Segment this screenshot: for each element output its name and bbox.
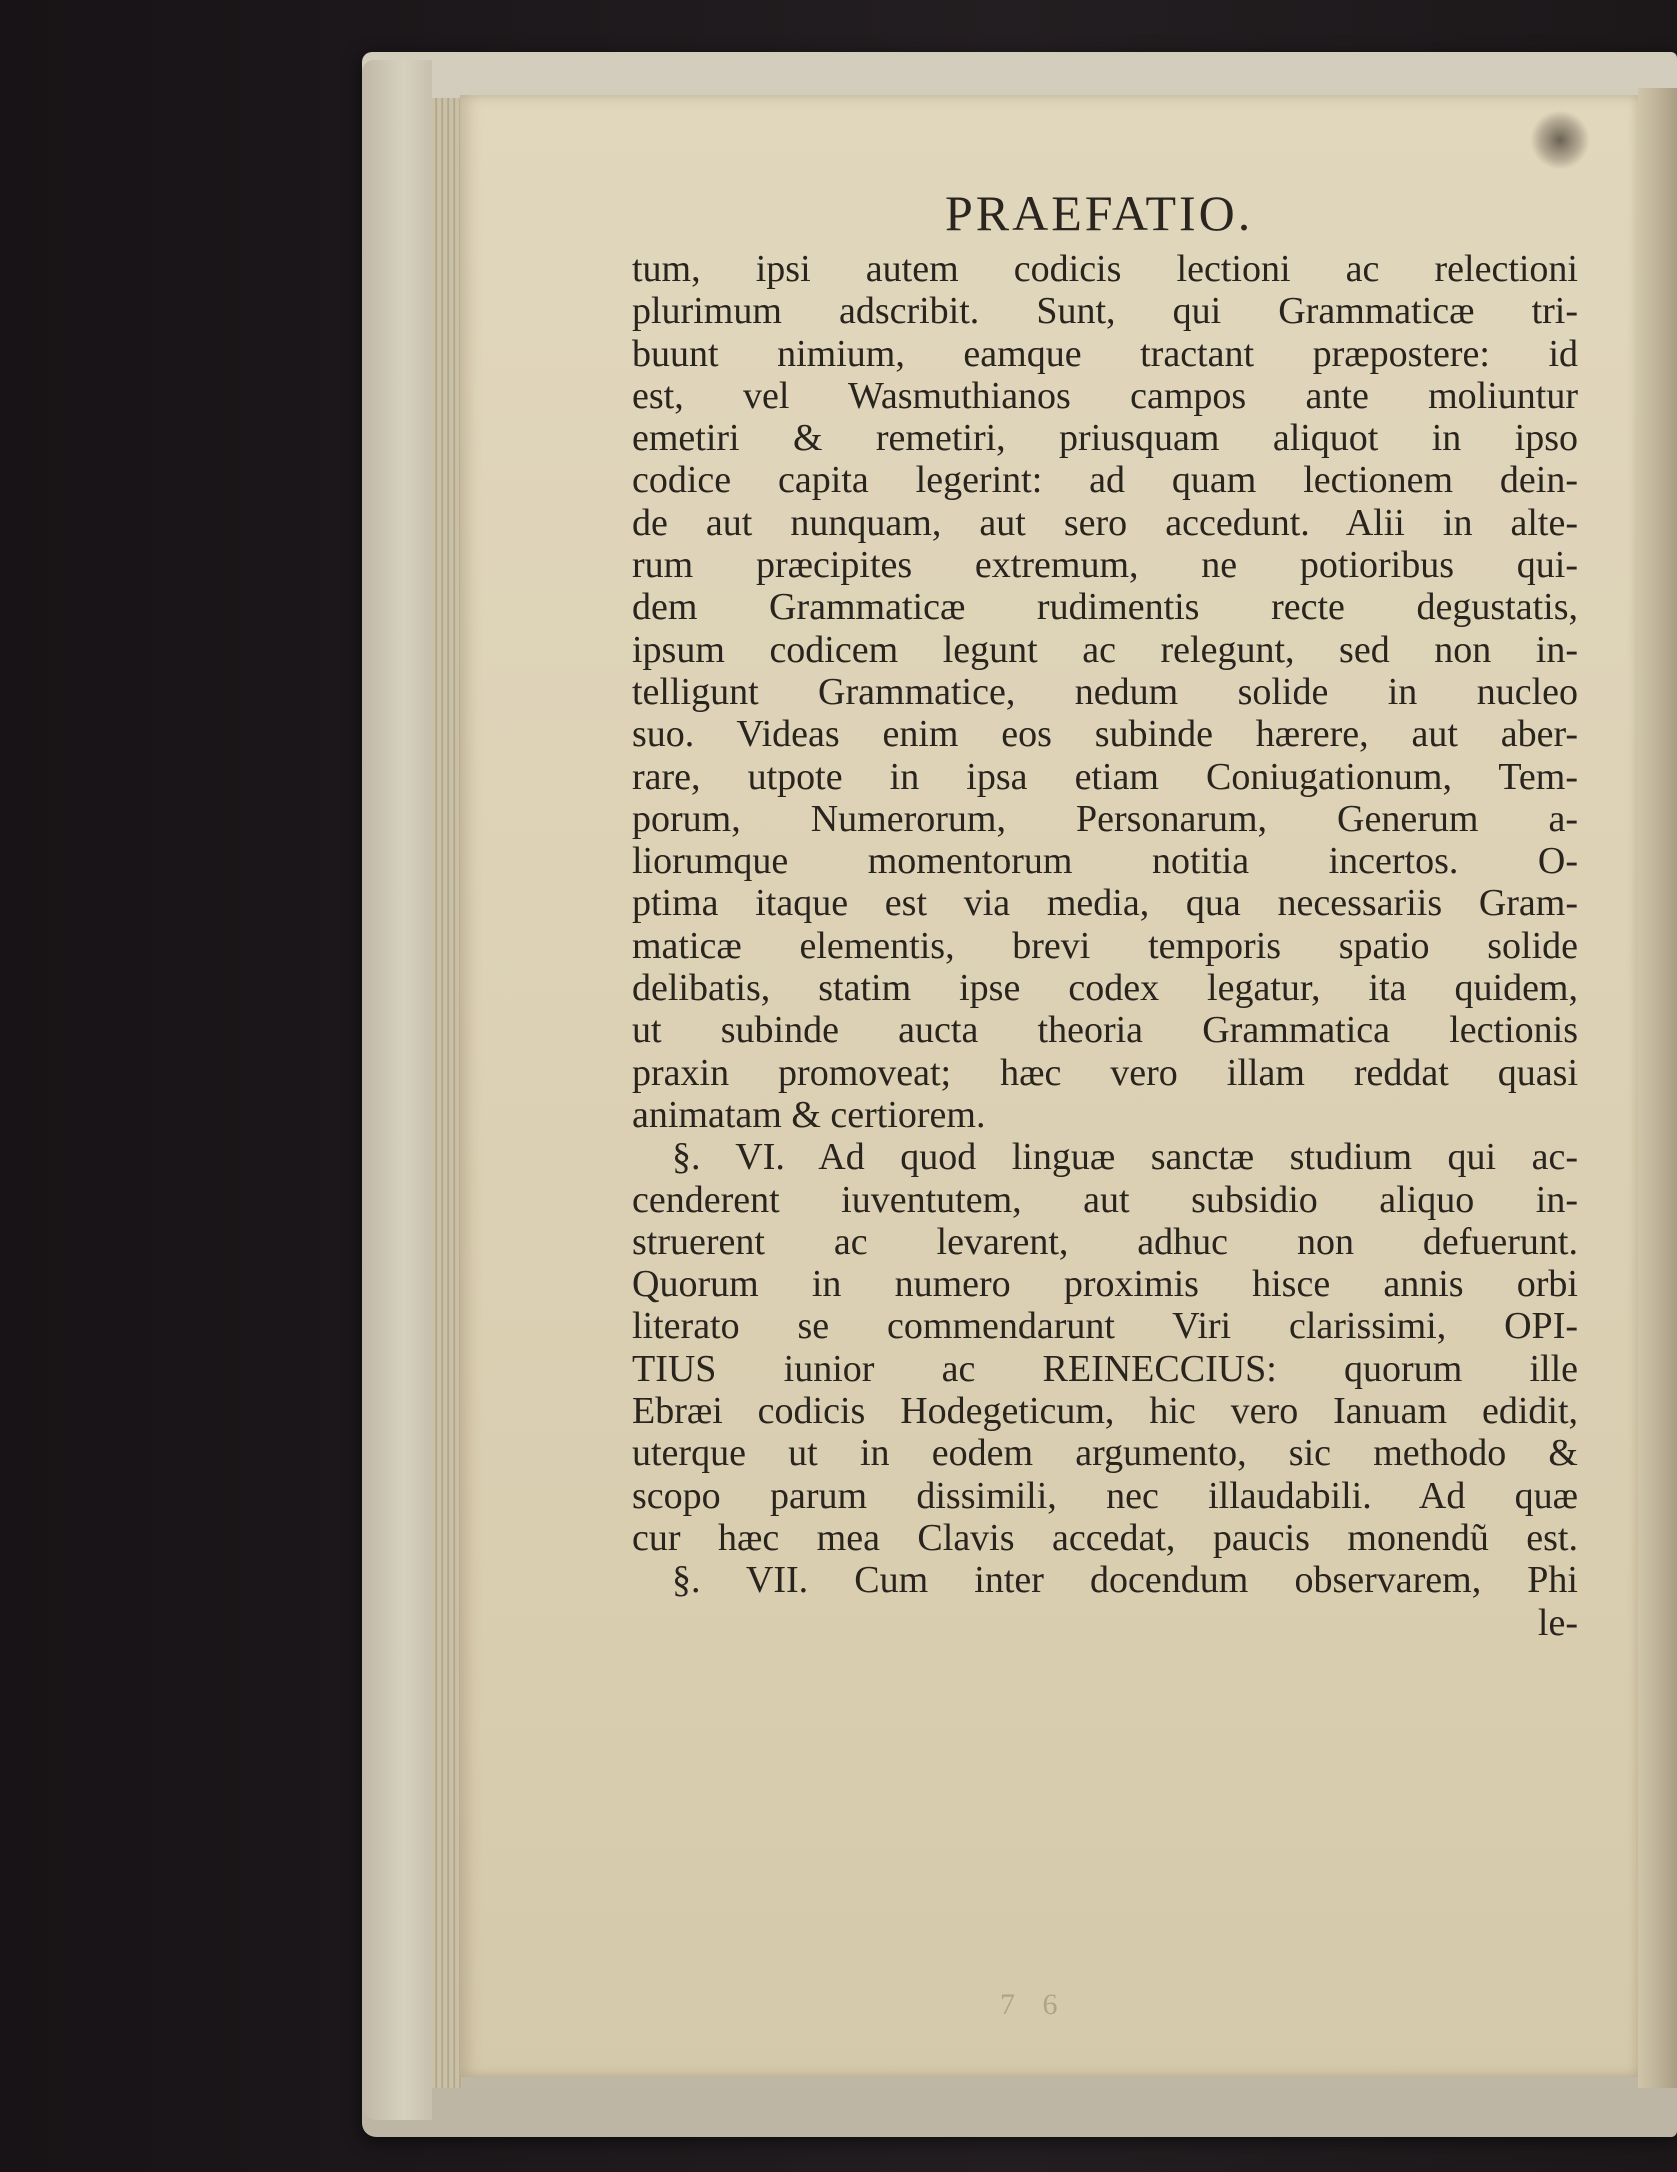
text-line: rum præcipites extremum, ne potioribus qui- [632,544,1578,587]
book-spine [362,60,432,2120]
text-line: animatam & certiorem. [632,1093,986,1136]
text-line: emetiri & remetiri, priusquam aliquot in ipso [632,417,1578,460]
text-line: Quorum in numero proximis hisce annis orbi [632,1263,1578,1306]
text-line: Ebræi codicis Hodegeticum, hic vero Ianuam edidit, [632,1390,1578,1433]
text-line: scopo parum dissimili, nec illaudabili. Ad quæ [632,1474,1578,1517]
ink-stain [1530,110,1590,170]
text-line: literato se commendarunt Viri clarissimi, OPI- [632,1305,1578,1348]
text-line: tum, ipsi autem codicis lectioni ac relectioni [632,248,1578,290]
body-text [632,248,1578,1644]
text-line: plurimum adscribit. Sunt, qui Grammaticæ tri- [632,290,1578,333]
text-line: codice capita legerint: ad quam lectionem dein- [632,459,1578,502]
catchword: le- [1537,1601,1578,1644]
text-line: suo. Videas enim eos subinde hærere, aut aber- [632,713,1578,756]
text-line: §. VI. Ad quod linguæ sanctæ studium qui ac- [672,1136,1578,1179]
text-line: cenderent iuventutem, aut subsidio aliquo in- [632,1178,1578,1221]
text-line: delibatis, statim ipse codex legatur, ita quidem, [632,967,1578,1010]
text-line: de aut nunquam, aut sero accedunt. Alii in alte- [632,501,1578,544]
facing-page-edge [1638,88,1677,2088]
text-line: porum, Numerorum, Personarum, Generum a- [632,797,1578,840]
text-line: TIUS iunior ac REINECCIUS: quorum ille [632,1347,1578,1390]
text-line: buunt nimium, eamque tractant præpostere: id [632,332,1578,375]
text-line: telligunt Grammatice, nedum solide in nucleo [632,670,1578,713]
running-header: PRAEFATIO. [945,185,1254,241]
text-line: ipsum codicem legunt ac relegunt, sed non in- [632,628,1578,671]
text-line: liorumque momentorum notitia incertos. O- [632,840,1578,883]
text-line: rare, utpote in ipsa etiam Coniugationum, Tem- [632,755,1578,798]
text-line: maticæ elementis, brevi temporis spatio solide [632,924,1578,967]
text-line: dem Grammaticæ rudimentis recte degustatis, [632,586,1578,629]
text-line: struerent ac levarent, adhuc non defuerunt. [632,1220,1578,1263]
text-line: est, vel Wasmuthianos campos ante moliuntur [632,374,1578,417]
text-line: ptima itaque est via media, qua necessariis Gram- [632,882,1578,925]
text-line: ut subinde aucta theoria Grammatica lectionis [632,1009,1578,1052]
text-line: praxin promoveat; hæc vero illam reddat quasi [632,1051,1578,1094]
text-line: uterque ut in eodem argumento, sic methodo & [632,1432,1578,1475]
text-line: §. VII. Cum inter docendum observarem, Phi [672,1559,1578,1602]
page-stack-edges [432,98,462,2088]
signature-mark: 7 6 [1000,1988,1068,2021]
text-line: cur hæc mea Clavis accedat, paucis monendũ est. [632,1516,1578,1559]
